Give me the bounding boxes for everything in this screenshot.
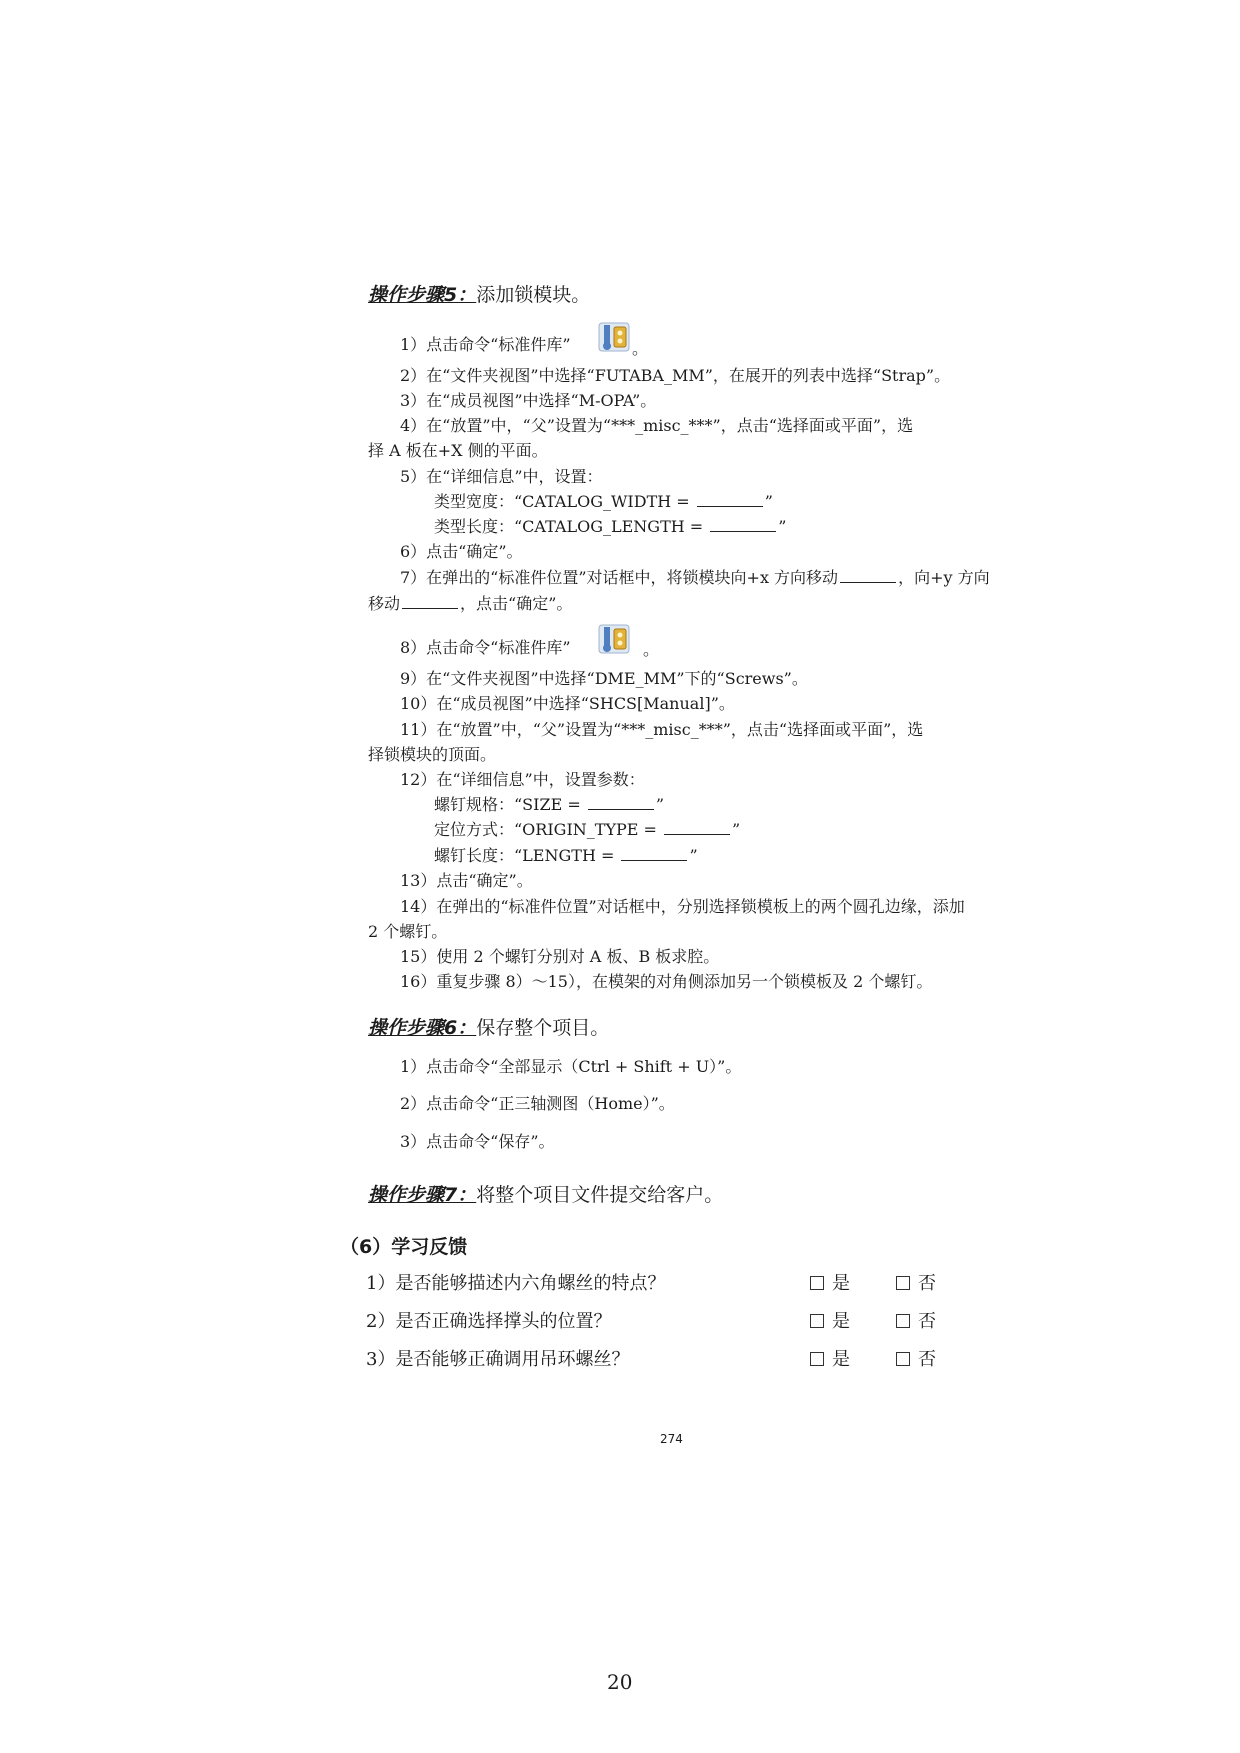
feedback-yes-2[interactable]: 是 <box>810 1310 850 1334</box>
checkbox-icon[interactable] <box>896 1276 910 1290</box>
standard-part-library-icon <box>598 322 630 352</box>
feedback-no-2[interactable]: 否 <box>896 1310 936 1334</box>
step5-item-6: 6）点击“确定”。 <box>400 542 523 561</box>
step5-item-7-cont: 移动 ，点击“确定”。 <box>368 594 573 613</box>
length-line: 螺钉长度：“LENGTH = ” <box>434 846 698 865</box>
step7-label: 操作步骤7： <box>368 1184 477 1206</box>
step7-heading <box>368 1183 723 1207</box>
page-number: 20 <box>607 1670 633 1694</box>
step5-item-10: 10）在“成员视图”中选择“SHCS[Manual]”。 <box>400 694 735 713</box>
step5-title: 添加锁模块。 <box>476 284 591 306</box>
step5-item-12: 12）在“详细信息”中，设置参数： <box>400 770 645 789</box>
catalog-width-blank[interactable] <box>697 492 763 507</box>
step6-title: 保存整个项目。 <box>476 1017 610 1039</box>
feedback-yes-3[interactable]: 是 <box>810 1348 850 1372</box>
origin-type-line: 定位方式：“ORIGIN_TYPE = ” <box>434 820 741 839</box>
step5-item-5: 5）在“详细信息”中，设置： <box>400 467 603 486</box>
step5-label: 操作步骤5： <box>368 284 477 306</box>
step5-item-11: 11）在“放置”中，“父”设置为“***_misc_***”，点击“选择面或平面”，选 <box>400 720 924 739</box>
step5-item-11-cont: 择锁模块的顶面。 <box>368 745 497 764</box>
feedback-question-3: 3）是否能够正确调用吊环螺丝？ <box>366 1349 630 1370</box>
step5-item-9: 9）在“文件夹视图”中选择“DME_MM”下的“Screws”。 <box>400 669 808 688</box>
size-blank[interactable] <box>588 795 654 810</box>
feedback-yes-1[interactable]: 是 <box>810 1272 850 1296</box>
step5-item-1-end: 。 <box>632 339 649 358</box>
step5-item-4-cont: 择 A 板在+X 侧的平面。 <box>368 441 548 460</box>
step6-item-3: 3）点击命令“保存”。 <box>400 1132 555 1151</box>
step5-item-14-cont: 2 个螺钉。 <box>368 922 448 941</box>
length-blank[interactable] <box>621 846 687 861</box>
checkbox-icon[interactable] <box>896 1314 910 1328</box>
step5-heading <box>368 283 590 307</box>
catalog-length-blank[interactable] <box>710 517 776 532</box>
step5-item-13: 13）点击“确定”。 <box>400 871 533 890</box>
step5-item-2: 2）在“文件夹视图”中选择“FUTABA_MM”，在展开的列表中选择“Strap”。 <box>400 366 951 385</box>
y-move-blank[interactable] <box>402 594 458 609</box>
step5-item-7: 7）在弹出的“标准件位置”对话框中，将锁模块向+x 方向移动 ，向+y 方向 <box>400 568 990 587</box>
x-move-blank[interactable] <box>840 568 896 583</box>
feedback-no-3[interactable]: 否 <box>896 1348 936 1372</box>
step6-heading <box>368 1016 609 1040</box>
step6-item-1: 1）点击命令“全部显示（Ctrl + Shift + U）”。 <box>400 1057 742 1076</box>
step5-item-14: 14）在弹出的“标准件位置”对话框中，分别选择锁模板上的两个圆孔边缘，添加 <box>400 897 965 916</box>
step7-title: 将整个项目文件提交给客户。 <box>476 1184 724 1206</box>
checkbox-icon[interactable] <box>896 1352 910 1366</box>
feedback-question-2: 2）是否正确选择撑头的位置？ <box>366 1311 612 1332</box>
step5-item-16: 16）重复步骤 8）～15），在模架的对角侧添加另一个锁模板及 2 个螺钉。 <box>400 972 933 991</box>
checkbox-icon[interactable] <box>810 1276 824 1290</box>
step6-item-2: 2）点击命令“正三轴测图（Home）”。 <box>400 1094 675 1113</box>
feedback-no-1[interactable]: 否 <box>896 1272 936 1296</box>
step5-item-15: 15）使用 2 个螺钉分别对 A 板、B 板求腔。 <box>400 947 720 966</box>
step5-item-3: 3）在“成员视图”中选择“M-OPA”。 <box>400 391 657 410</box>
step6-label: 操作步骤6： <box>368 1017 477 1039</box>
catalog-length-line: 类型长度：“CATALOG_LENGTH = ” <box>434 517 787 536</box>
checkbox-icon[interactable] <box>810 1352 824 1366</box>
size-line: 螺钉规格：“SIZE = ” <box>434 795 665 814</box>
origin-type-blank[interactable] <box>664 820 730 835</box>
standard-part-library-icon <box>598 624 630 654</box>
step5-item-1: 1）点击命令“标准件库” <box>400 335 571 354</box>
feedback-question-1: 1）是否能够描述内六角螺丝的特点？ <box>366 1273 666 1294</box>
catalog-width-line: 类型宽度：“CATALOG_WIDTH = ” <box>434 492 773 511</box>
inner-page-number: 274 <box>660 1432 683 1446</box>
step5-item-8-end: 。 <box>643 640 660 659</box>
feedback-title: （6）学习反馈 <box>340 1236 468 1258</box>
step5-item-8: 8）点击命令“标准件库” <box>400 638 571 657</box>
checkbox-icon[interactable] <box>810 1314 824 1328</box>
step5-item-4: 4）在“放置”中，“父”设置为“***_misc_***”，点击“选择面或平面”，选 <box>400 416 914 435</box>
